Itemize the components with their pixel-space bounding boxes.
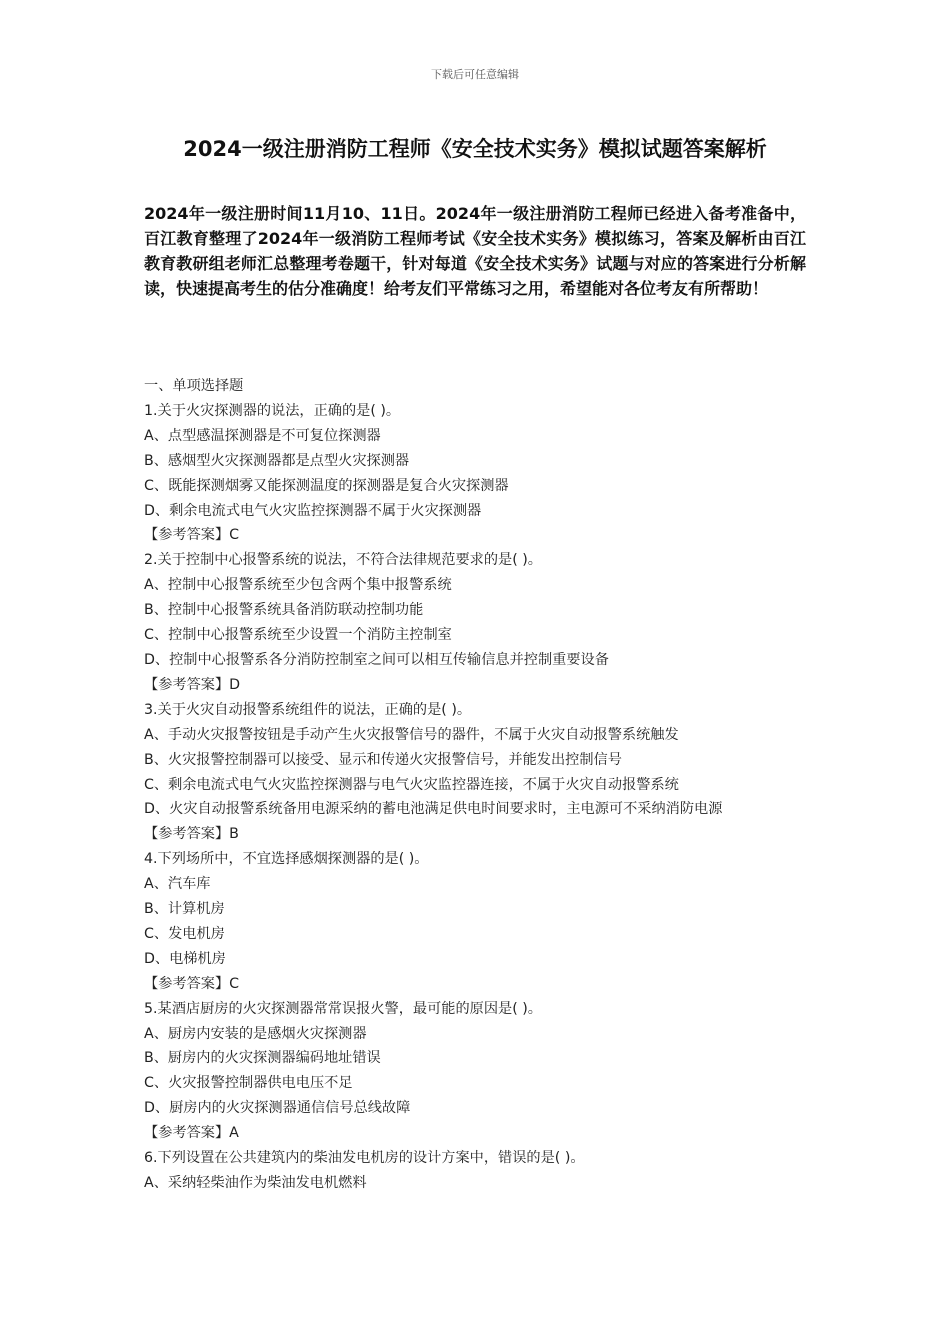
question-option: A、控制中心报警系统至少包含两个集中报警系统 bbox=[144, 577, 452, 594]
question-stem: 3.关于火灾自动报警系统组件的说法，正确的是( )。 bbox=[144, 701, 472, 718]
document-title: 2024一级注册消防工程师《安全技术实务》模拟试题答案解析 bbox=[183, 137, 767, 161]
question-list bbox=[144, 374, 808, 1196]
question-option: A、手动火灾报警按钮是手动产生火灾报警信号的器件，不属于火灾自动报警系统触发 bbox=[144, 726, 679, 743]
question-stem: 4.下列场所中，不宜选择感烟探测器的是( )。 bbox=[144, 851, 429, 868]
question-stem: 6.下列设置在公共建筑内的柴油发电机房的设计方案中，错误的是( )。 bbox=[144, 1150, 585, 1167]
question-stem: 2.关于控制中心报警系统的说法，不符合法律规范要求的是( )。 bbox=[144, 552, 542, 569]
question-option: C、控制中心报警系统至少设置一个消防主控制室 bbox=[144, 627, 452, 644]
question-option: A、点型感温探测器是不可复位探测器 bbox=[144, 427, 381, 444]
question-option: C、剩余电流式电气火灾监控探测器与电气火灾监控器连接，不属于火灾自动报警系统 bbox=[144, 776, 679, 793]
answer-key: 【参考答案】C bbox=[144, 975, 240, 992]
question-stem: 1.关于火灾探测器的说法，正确的是( )。 bbox=[144, 402, 401, 419]
intro-paragraph: 2024年一级注册时间11月10、11日。2024年一级注册消防工程师已经进入备考准备中，百江教育整理了2024年一级消防工程师考试《安全技术实务》模拟练习，答案及解析由百江教育教研组老师汇总整理考卷题干，针对每道《安全技术实务》试题与对应的答案进行分析解读，快速提高考生的估分准确度！给考友们平常练习之用，希望能对各位考友有所帮助！ bbox=[144, 204, 806, 298]
question-option: D、剩余电流式电气火灾监控探测器不属于火灾探测器 bbox=[144, 502, 482, 519]
question-option: B、厨房内的火灾探测器编码地址错误 bbox=[144, 1050, 381, 1067]
section-heading: 一、单项选择题 bbox=[144, 378, 244, 394]
header-note: 下载后可任意编辑 bbox=[431, 68, 519, 81]
answer-key: 【参考答案】D bbox=[144, 676, 241, 693]
question-option: D、电梯机房 bbox=[144, 950, 226, 967]
question-option: D、控制中心报警系各分消防控制室之间可以相互传输信息并控制重要设备 bbox=[144, 651, 609, 668]
question-option: A、采纳轻柴油作为柴油发电机燃料 bbox=[144, 1175, 367, 1191]
question-option: B、控制中心报警系统具备消防联动控制功能 bbox=[144, 602, 424, 619]
question-option: C、发电机房 bbox=[144, 925, 225, 942]
answer-key: 【参考答案】C bbox=[144, 527, 240, 544]
question-option: C、既能探测烟雾又能探测温度的探测器是复合火灾探测器 bbox=[144, 477, 509, 494]
answer-key: 【参考答案】A bbox=[144, 1125, 239, 1142]
question-option: B、感烟型火灾探测器都是点型火灾探测器 bbox=[144, 452, 410, 469]
question-option: D、厨房内的火灾探测器通信信号总线故障 bbox=[144, 1100, 411, 1117]
question-option: B、计算机房 bbox=[144, 901, 225, 918]
question-option: A、汽车库 bbox=[144, 876, 211, 893]
question-option: A、厨房内安装的是感烟火灾探测器 bbox=[144, 1025, 367, 1042]
question-stem: 5.某酒店厨房的火灾探测器常常误报火警，最可能的原因是( )。 bbox=[144, 1000, 542, 1017]
question-option: B、火灾报警控制器可以接受、显示和传递火灾报警信号，并能发出控制信号 bbox=[144, 751, 622, 768]
question-option: C、火灾报警控制器供电电压不足 bbox=[144, 1075, 353, 1092]
question-option: D、火灾自动报警系统备用电源采纳的蓄电池满足供电时间要求时，主电源可不采纳消防电源 bbox=[144, 801, 723, 818]
answer-key: 【参考答案】B bbox=[144, 826, 239, 843]
